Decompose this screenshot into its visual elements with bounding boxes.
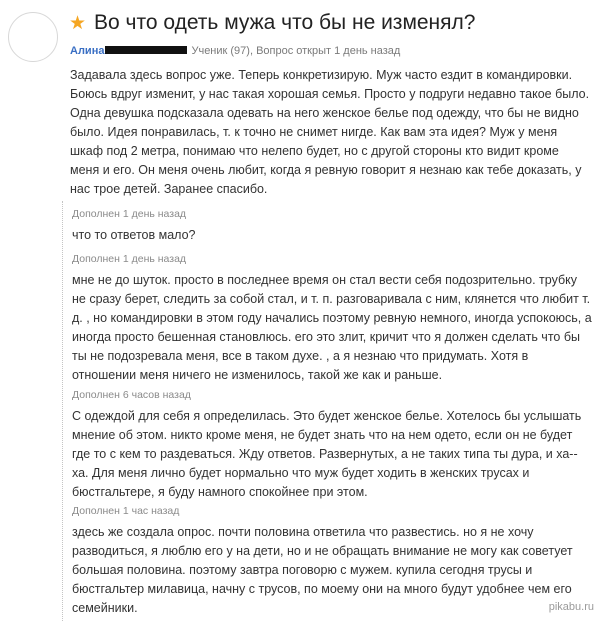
addition-item [72, 253, 592, 385]
additions-list [62, 201, 595, 621]
addition-item [72, 389, 592, 502]
author-link[interactable]: Алина [70, 45, 105, 57]
addition-label: Дополнен 1 час назад [72, 505, 180, 517]
addition-text: С одеждой для себя я определилась. Это будет женское белье. Хотелось бы услышать мнение об этом. никто кроме меня, не будет знать что на нем одето, если он не будет где то с кем то раздеваться. Жду ответов. Развернутых, а не таких типа ты дура, и ха--ха. Для меня лично будет нормально что муж будет ходить в женских трусах и бюстгальтере, я буду намного спокойнее при этом. [72, 409, 582, 499]
author-status: Ученик (97), Вопрос открыт 1 день назад [191, 45, 401, 57]
question-title: Во что одеть мужа что бы не изменял? [94, 11, 476, 34]
star-icon: ★ [69, 12, 87, 34]
redacted-name [105, 46, 187, 54]
addition-text: здесь же создала опрос. почти половина ответила что развестись. но я не хочу разводиться, я люблю его у на дети, но и не обращать внимание не могу как советует большая половина. поэтому завтра поговорю с мужем. купила сегодня трусы и бюстгальтер милавица, начну с трусов, по моему они на много будут удобнее чем его семейники. [72, 525, 573, 615]
avatar[interactable] [8, 12, 58, 62]
question-body: Задавала здесь вопрос уже. Теперь конкретизирую. Муж часто ездит в командировки. Боюсь вдруг изменит, у нас такая хорошая семья. Просто у подруги недавно такое было. Одна девушка подсказала одевать на него женское белье под одежду, что бы не видно было. Идея понравилась, т. к точно не снимет нигде. Как вам эта идея? Муж у меня шкаф под 2 метра, понимаю что нелепо будет, но с другой стороны кто видит кроме меня и его. Он меня очень любит, когда я ревную говорит я незнаю как тебе доказать, у нас трое детей. Заранее спасибо. [70, 68, 590, 196]
addition-label: Дополнен 1 день назад [72, 253, 187, 265]
addition-item [72, 208, 592, 245]
addition-text: что то ответов мало? [72, 228, 196, 242]
addition-item [72, 505, 592, 618]
question-meta [70, 44, 400, 58]
addition-text: мне не до шуток. просто в последнее время он стал вести себя подозрительно. трубку не сразу берет, следить за собой стал, и т. п. разговаривала с ним, клянется что любит т. д. , но командировки в этом году начались поэтому ревную немного, иногда успокоюсь, а иногда просто бешенная становлюсь. его это злит, кричит что я должен сделать что бы ты не подозревала меня, все в таком духе. , а я незнаю что придумать. Хотя в отношении меня ничего не изменилось, такой же как и раньше. [72, 273, 592, 382]
watermark: pikabu.ru [548, 601, 594, 613]
addition-label: Дополнен 6 часов назад [72, 389, 191, 401]
addition-label: Дополнен 1 день назад [72, 208, 187, 220]
